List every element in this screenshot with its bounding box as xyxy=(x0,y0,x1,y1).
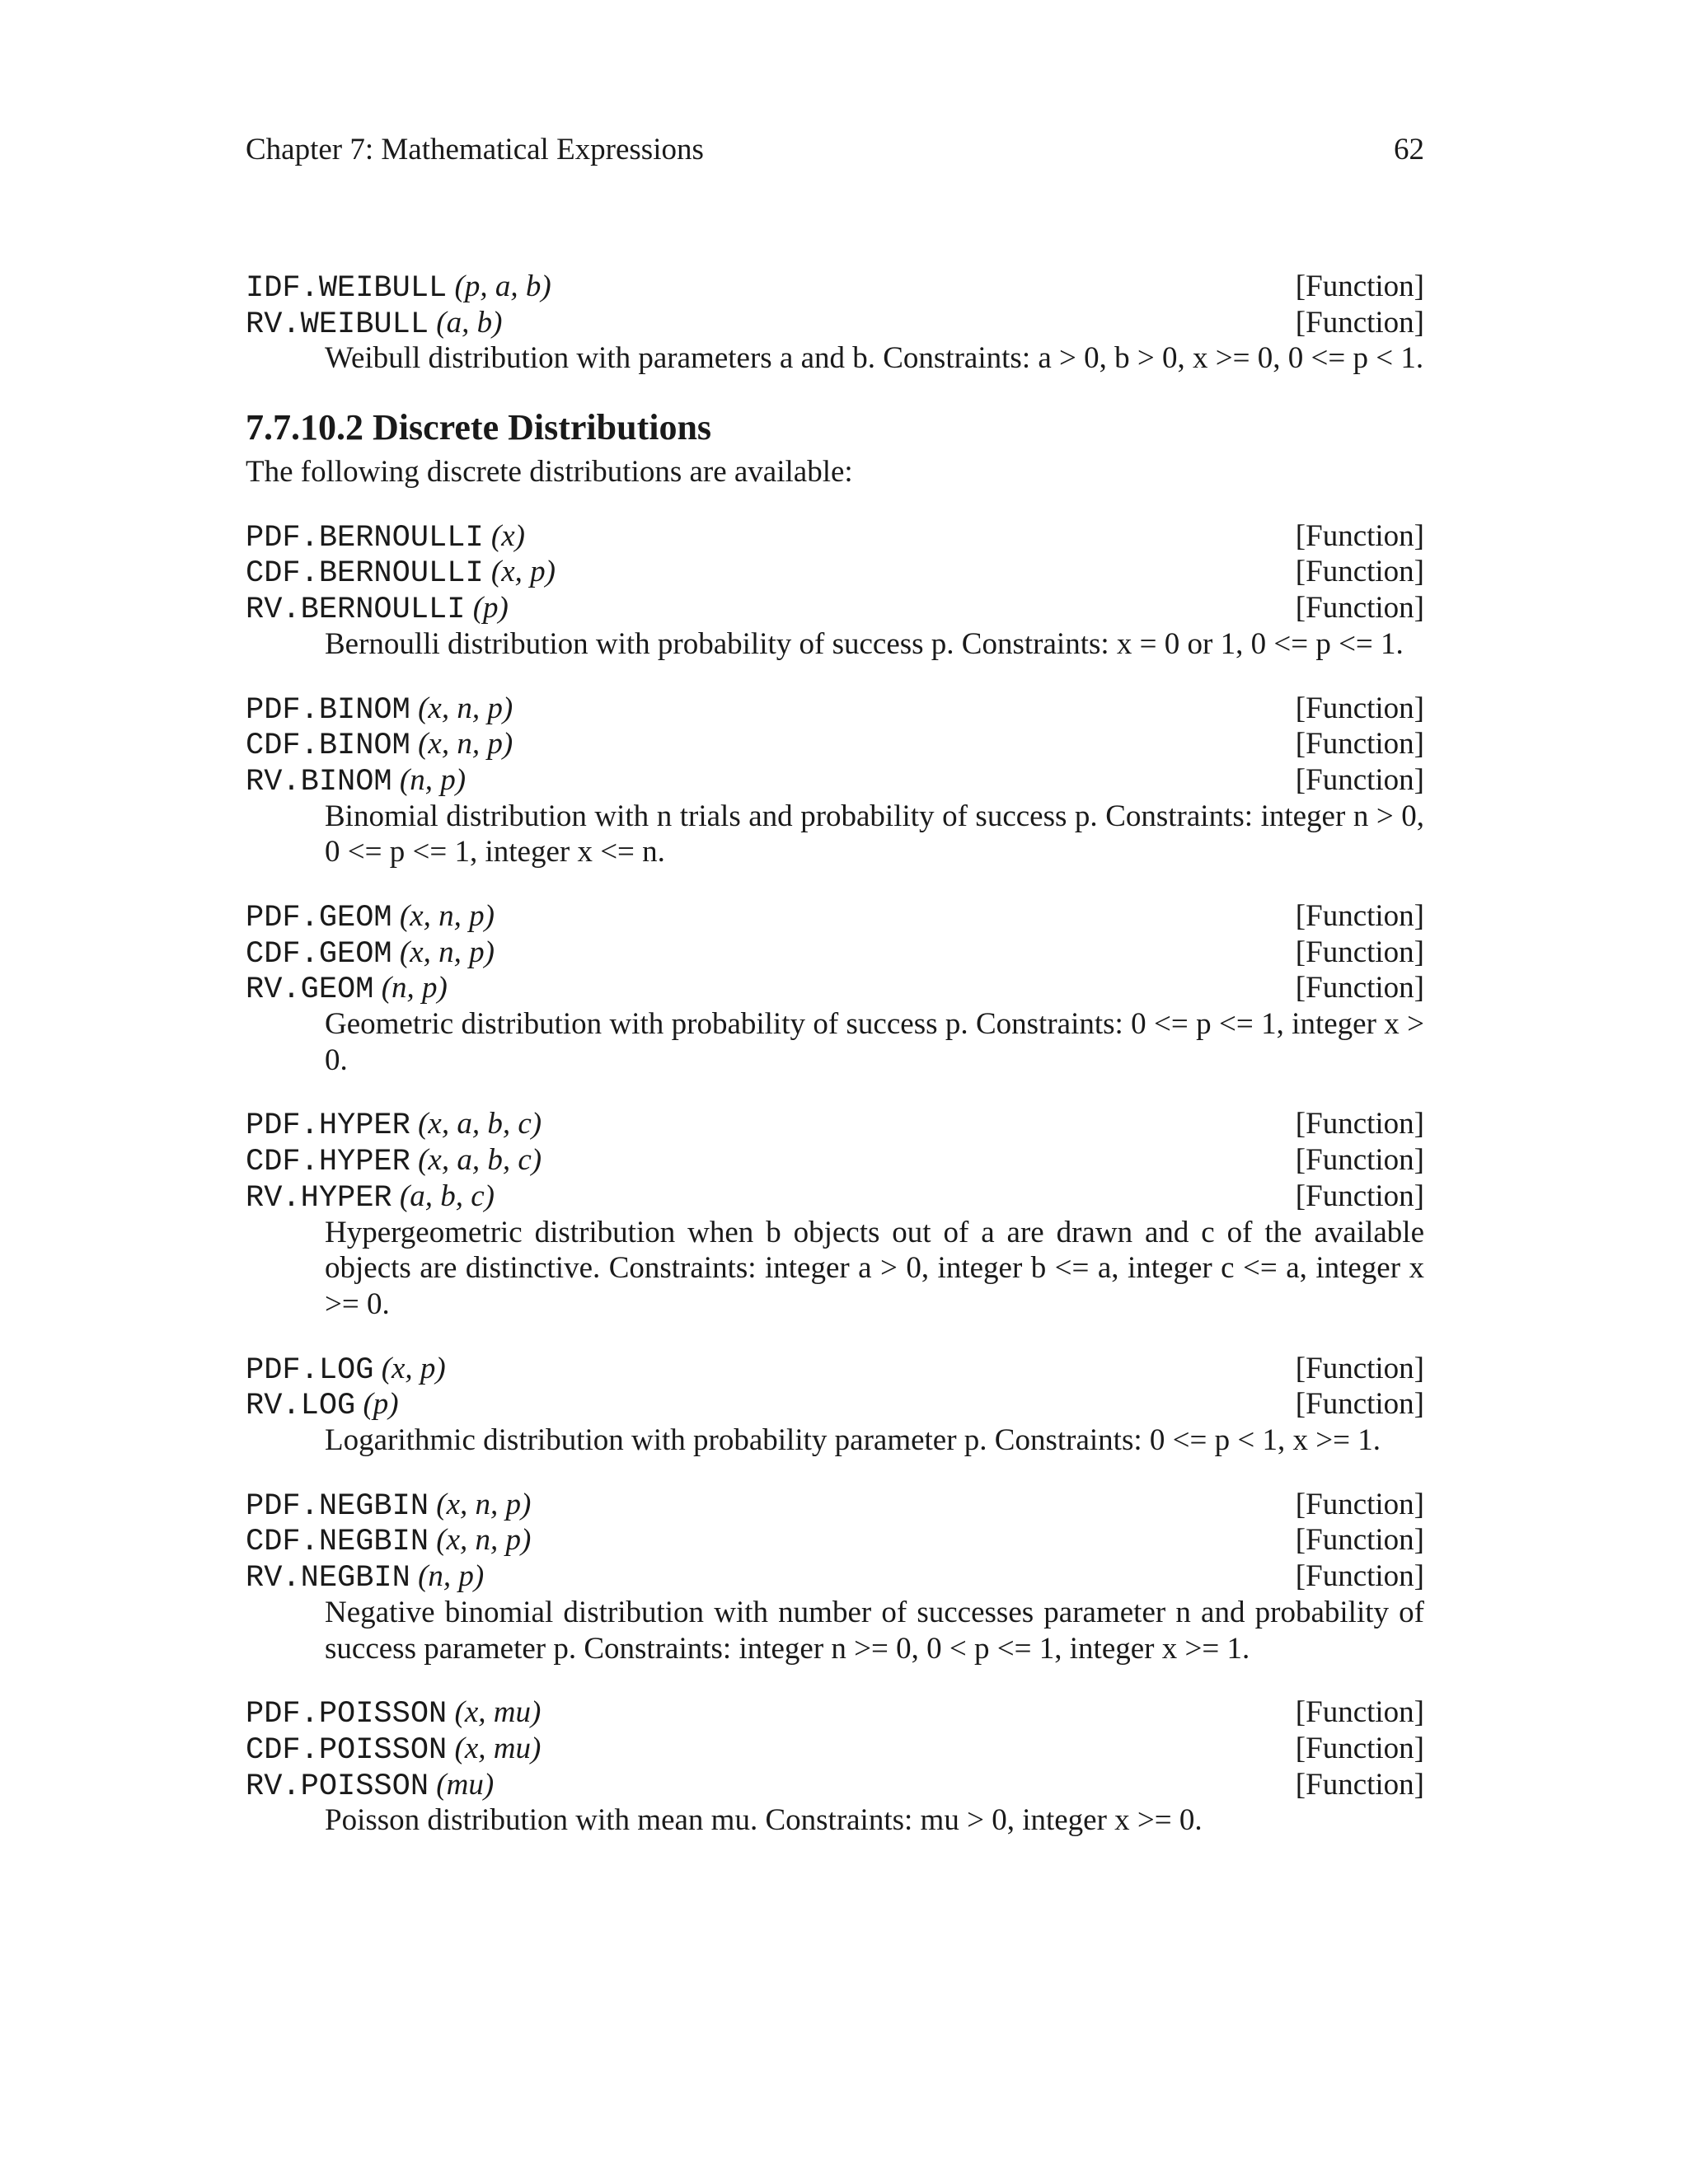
function-name: PDF.BINOM xyxy=(246,692,410,728)
function-signature xyxy=(246,1351,1424,1387)
function-signature xyxy=(246,935,1424,971)
function-entry xyxy=(246,518,1424,663)
function-signature xyxy=(246,762,1424,799)
function-signature xyxy=(246,269,1424,305)
function-name: CDF.BERNOULLI xyxy=(246,556,484,592)
function-category: [Function] xyxy=(1295,935,1424,969)
function-name: CDF.BINOM xyxy=(246,729,410,764)
function-description: Logarithmic distribution with probability parameter p. Constraints: 0 <= p < 1, x >= 1. xyxy=(325,1423,1381,1458)
function-arguments: (p) xyxy=(363,1387,399,1422)
function-entry xyxy=(246,1106,1424,1322)
function-category: [Function] xyxy=(1295,899,1424,934)
function-arguments: (p) xyxy=(472,591,509,626)
function-signature xyxy=(246,518,1424,555)
function-category: [Function] xyxy=(1295,1559,1424,1594)
function-name: IDF.WEIBULL xyxy=(246,271,448,306)
function-category: [Function] xyxy=(1295,971,1424,1005)
section-intro: The following discrete distributions are available: xyxy=(246,455,853,490)
function-category: [Function] xyxy=(1295,305,1424,340)
function-category: [Function] xyxy=(1295,1351,1424,1385)
function-entry xyxy=(246,1351,1424,1459)
function-name: CDF.HYPER xyxy=(246,1145,410,1180)
function-signature xyxy=(246,1522,1424,1558)
function-signature xyxy=(246,1487,1424,1523)
function-category: [Function] xyxy=(1295,555,1424,589)
function-arguments: (x, n, p) xyxy=(436,1523,532,1558)
function-name: RV.BINOM xyxy=(246,764,392,799)
function-category: [Function] xyxy=(1295,591,1424,626)
function-signature xyxy=(246,1386,1424,1422)
page-number: 62 xyxy=(1394,133,1424,166)
function-arguments: (x, mu) xyxy=(454,1695,542,1730)
function-arguments: (x) xyxy=(490,518,525,553)
function-description: Poisson distribution with mean mu. Constraints: mu > 0, integer x >= 0. xyxy=(325,1803,1203,1838)
function-name: CDF.NEGBIN xyxy=(246,1525,429,1560)
function-category: [Function] xyxy=(1295,691,1424,725)
function-arguments: (a, b, c) xyxy=(399,1179,495,1213)
function-name: PDF.GEOM xyxy=(246,901,392,936)
function-entry xyxy=(246,898,1424,1078)
function-category: [Function] xyxy=(1295,1107,1424,1141)
function-arguments: (x, a, b, c) xyxy=(418,1143,542,1178)
function-category: [Function] xyxy=(1295,1731,1424,1765)
function-name: RV.BERNOULLI xyxy=(246,593,466,628)
function-arguments: (x, a, b, c) xyxy=(418,1107,542,1141)
function-name: PDF.LOG xyxy=(246,1352,374,1388)
function-entry xyxy=(246,691,1424,870)
function-arguments: (x, p) xyxy=(381,1351,446,1385)
function-arguments: (x, n, p) xyxy=(418,727,513,762)
function-name: PDF.HYPER xyxy=(246,1108,410,1144)
function-arguments: (x, n, p) xyxy=(399,935,495,969)
function-name: RV.HYPER xyxy=(246,1180,392,1216)
function-name: RV.GEOM xyxy=(246,972,374,1008)
function-category: [Function] xyxy=(1295,727,1424,762)
function-name: CDF.GEOM xyxy=(246,936,392,972)
section-heading: 7.7.10.2 Discrete Distributions xyxy=(246,407,712,448)
function-signature xyxy=(246,1106,1424,1142)
function-name: RV.LOG xyxy=(246,1389,356,1424)
function-signature xyxy=(246,970,1424,1006)
function-description: Binomial distribution with n trials and probability of success p. Constraints: integer n > 0, 0 <= p <= 1, integer x <= n. xyxy=(325,799,1424,869)
function-arguments: (x, n, p) xyxy=(436,1487,532,1521)
function-name: PDF.BERNOULLI xyxy=(246,520,484,555)
function-arguments: (n, p) xyxy=(381,971,448,1005)
function-name: PDF.POISSON xyxy=(246,1697,448,1732)
function-entry xyxy=(246,1694,1424,1839)
function-arguments: (x, mu) xyxy=(454,1731,542,1765)
function-description: Weibull distribution with parameters a and b. Constraints: a > 0, b > 0, x >= 0, 0 <= p < 1. xyxy=(325,341,1424,376)
function-description: Hypergeometric distribution when b objects out of a are drawn and c of the available objects are distinctive. Constraints: integer a > 0, integer b <= a, integer c <= a, integer x >= 0. xyxy=(325,1215,1424,1321)
function-category: [Function] xyxy=(1295,762,1424,797)
function-entry xyxy=(246,1487,1424,1666)
function-name: RV.NEGBIN xyxy=(246,1561,410,1596)
function-signature xyxy=(246,1142,1424,1179)
function-category: [Function] xyxy=(1295,518,1424,553)
function-arguments: (p, a, b) xyxy=(454,269,551,303)
function-category: [Function] xyxy=(1295,1387,1424,1422)
function-signature xyxy=(246,1694,1424,1731)
function-signature xyxy=(246,1731,1424,1767)
function-signature xyxy=(246,554,1424,590)
function-category: [Function] xyxy=(1295,1523,1424,1558)
function-name: RV.POISSON xyxy=(246,1769,429,1804)
function-signature xyxy=(246,726,1424,762)
function-arguments: (x, p) xyxy=(490,555,556,589)
function-entries xyxy=(246,518,1424,1839)
function-category: [Function] xyxy=(1295,1179,1424,1213)
function-signature xyxy=(246,590,1424,626)
function-arguments: (n, p) xyxy=(399,762,467,797)
function-arguments: (x, n, p) xyxy=(418,691,513,725)
function-signature xyxy=(246,691,1424,727)
function-signature xyxy=(246,1179,1424,1215)
function-name: PDF.NEGBIN xyxy=(246,1488,429,1524)
function-category: [Function] xyxy=(1295,1695,1424,1730)
page-content xyxy=(246,269,1424,1839)
running-header xyxy=(246,130,1424,170)
function-arguments: (x, n, p) xyxy=(399,899,495,934)
function-entry xyxy=(246,269,1424,377)
function-signature xyxy=(246,898,1424,935)
function-description: Negative binomial distribution with number of successes parameter n and probability of success parameter p. Constraints: integer n >= 0, 0 < p <= 1, integer x >= 1. xyxy=(325,1595,1424,1666)
function-category: [Function] xyxy=(1295,1767,1424,1802)
function-signature xyxy=(246,1558,1424,1595)
function-signature xyxy=(246,305,1424,341)
function-name: RV.WEIBULL xyxy=(246,307,429,342)
chapter-title: Chapter 7: Mathematical Expressions xyxy=(246,133,704,166)
function-description: Geometric distribution with probability of success p. Constraints: 0 <= p <= 1, integer x > 0. xyxy=(325,1007,1424,1077)
function-arguments: (n, p) xyxy=(418,1559,485,1594)
function-arguments: (mu) xyxy=(436,1767,495,1802)
function-category: [Function] xyxy=(1295,1487,1424,1521)
function-category: [Function] xyxy=(1295,1143,1424,1178)
function-signature xyxy=(246,1767,1424,1803)
function-category: [Function] xyxy=(1295,269,1424,303)
function-name: CDF.POISSON xyxy=(246,1732,448,1768)
continued-entries xyxy=(246,269,1424,377)
function-arguments: (a, b) xyxy=(436,305,503,340)
function-description: Bernoulli distribution with probability of success p. Constraints: x = 0 or 1, 0 <= p <= 1. xyxy=(325,626,1404,661)
